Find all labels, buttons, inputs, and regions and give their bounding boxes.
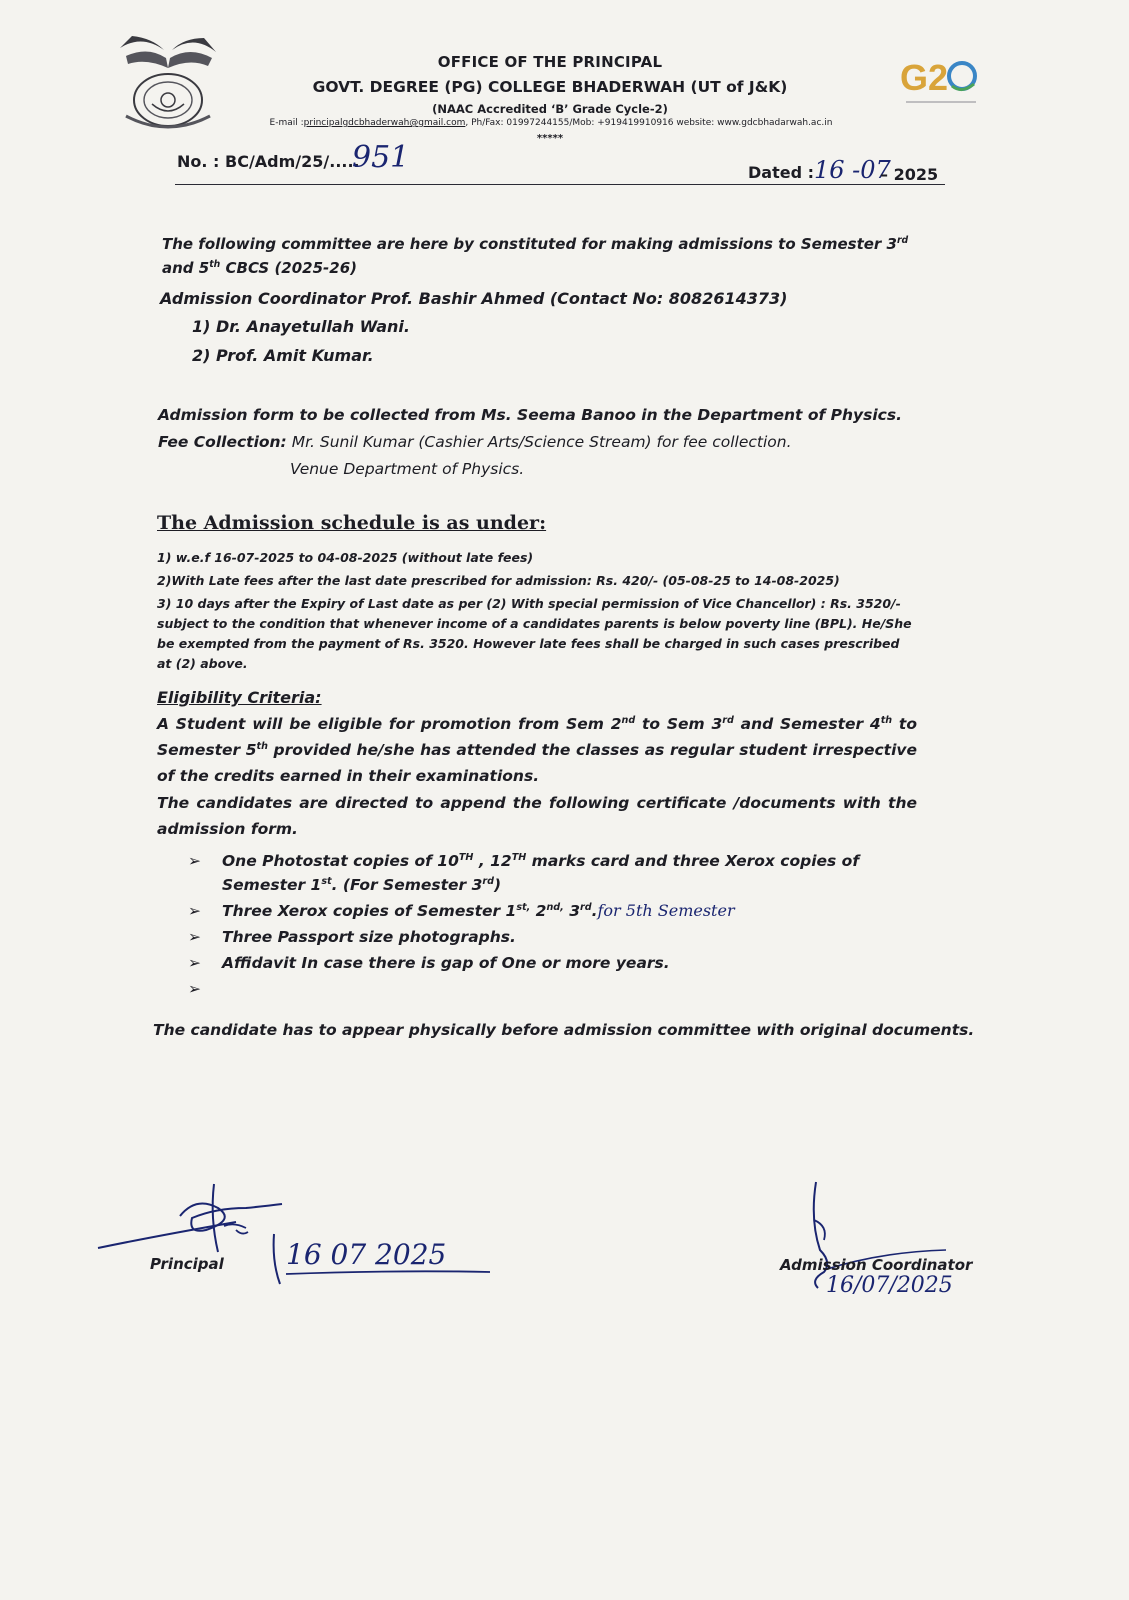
schedule-item: 2)With Late fees after the last date prescribed for admission: Rs. 420/- (05-08-25 to 14-08-2025) [157, 573, 840, 588]
closing-statement: The candidate has to appear physically before admission committee with original documents. [153, 1021, 975, 1039]
committee-member: 1) Dr. Anayetullah Wani. [192, 317, 410, 336]
svg-text:G2: G2 [900, 57, 949, 98]
documents-list [188, 849, 928, 998]
committee-intro: The following committee are here by constituted for making admissions to Semester 3rd and 5th CBCS (2025-26) [162, 235, 909, 277]
schedule-item: 3) 10 days after the Expiry of Last date as per (2) With special permission of Vice Chancellor) : Rs. 3520/- subject to the condition that whenever income of a candidates parents is below poverty line (BPL). He/She be exempted from the payment of Rs. 3520. However late fees shall be charged in such cases prescribed at (2) above. [157, 596, 912, 671]
venue-line: Venue Department of Physics. [290, 460, 525, 478]
list-item: ➢ Three Passport size photographs. [188, 925, 928, 949]
principal-signature-icon [96, 1178, 506, 1298]
list-item: ➢ Affidavit In case there is gap of One or more years. [188, 951, 928, 975]
list-item: ➢ One Photostat copies of 10TH , 12TH marks card and three Xerox copies of Semester 1st. (For Semester 3rd) [188, 849, 928, 897]
date-year: – 2025 [880, 165, 939, 184]
handwritten-dispatch-number: 951 [352, 140, 410, 175]
reference-number: No. : BC/Adm/25/..... [177, 152, 360, 171]
arrow-bullet-icon: ➢ [188, 928, 201, 946]
dated-label: Dated : [748, 163, 814, 182]
committee-member: 2) Prof. Amit Kumar. [192, 346, 374, 365]
arrow-bullet-icon: ➢ [188, 902, 201, 920]
fee-collection-line [158, 433, 792, 451]
g20-logo-icon [896, 52, 986, 112]
schedule-item: 1) w.e.f 16-07-2025 to 04-08-2025 (without late fees) [157, 550, 534, 565]
eligibility-heading: Eligibility Criteria: [157, 688, 322, 707]
documents-paragraph: The candidates are directed to append the following certificate /documents with the admission form. [157, 794, 917, 838]
arrow-bullet-icon: ➢ [188, 852, 201, 870]
list-item: ➢ Three Xerox copies of Semester $1^{st,}$ $2^{nd,}$ 3rd.for 5th Semester [188, 899, 928, 923]
fee-details: Mr. Sunil Kumar (Cashier Arts/Science Stream) for fee collection. [286, 433, 792, 451]
principal-label: Principal [150, 1255, 224, 1273]
header-stars: ***** [536, 133, 564, 144]
arrow-bullet-icon: ➢ [188, 954, 201, 972]
coordinator-signature-icon [770, 1180, 990, 1320]
fee-label: Fee Collection: [158, 433, 287, 451]
email-label: E-mail : [269, 118, 304, 128]
handwritten-note: for 5th Semester [597, 901, 735, 920]
arrow-bullet-icon: ➢ [188, 980, 201, 998]
contact-details: , Ph/Fax: 01997244155/Mob: +919419910916 website: www.gdcbhadarwah.ac.in [465, 118, 833, 128]
eligibility-paragraph: A Student will be eligible for promotion from Sem 2nd to Sem 3rd and Semester 4th to Semester 5th provided he/she has attended the classes as regular student irrespective of the credits earned in their examinations. [157, 714, 918, 785]
svg-text:16/07/2025: 16/07/2025 [826, 1273, 953, 1298]
coordinator-label: Admission Coordinator [780, 1256, 973, 1274]
admission-coordinator: Admission Coordinator Prof. Bashir Ahmed (Contact No: 8082614373) [160, 289, 788, 308]
contact-line [226, 118, 876, 128]
college-emblem-icon [112, 28, 224, 136]
handwritten-date: 16 -07 [814, 156, 891, 184]
email-link[interactable]: principalgdcbhaderwah@gmail.com [303, 118, 466, 128]
form-collection-line: Admission form to be collected from Ms. Seema Banoo in the Department of Physics. [158, 406, 902, 424]
accreditation-line: (NAAC Accredited ‘B’ Grade Cycle-2) [432, 102, 668, 116]
svg-text:16 07 2025: 16 07 2025 [286, 1238, 447, 1271]
college-heading: GOVT. DEGREE (PG) COLLEGE BHADERWAH (UT of J&K) [312, 78, 788, 96]
schedule-heading: The Admission schedule is as under: [157, 512, 547, 534]
office-heading: OFFICE OF THE PRINCIPAL [437, 53, 663, 71]
